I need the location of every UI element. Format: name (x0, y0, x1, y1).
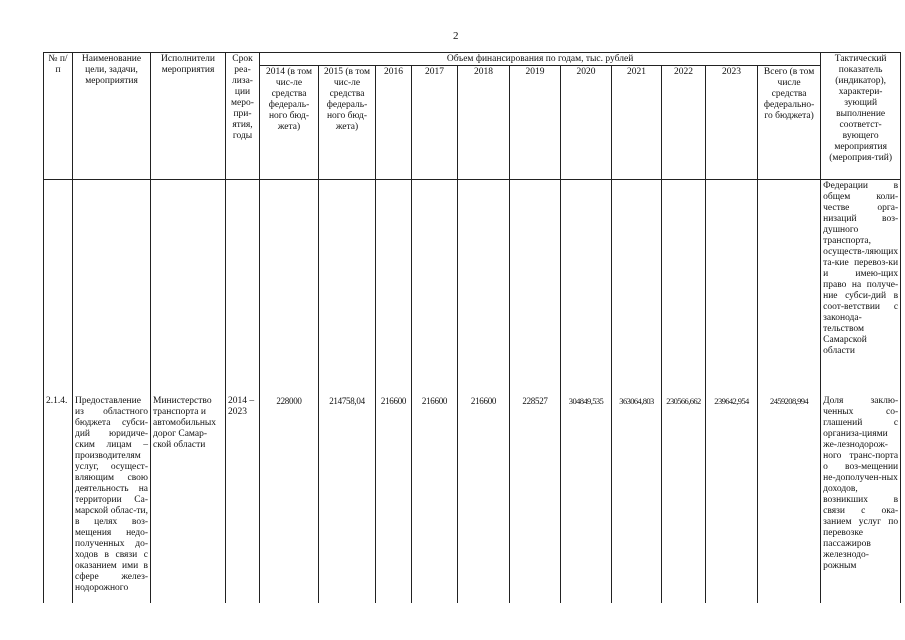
continuation-row (44, 180, 901, 395)
header-year-2023: 2023 (706, 66, 758, 180)
row-2017: 216600 (412, 395, 458, 603)
header-financing: Объем финансирования по годам, тыс. рублей (260, 53, 821, 66)
cont-num (44, 180, 73, 395)
row-2021: 363064,803 (612, 395, 662, 603)
row-2023: 239642,954 (706, 395, 758, 603)
row-indicator: Доля заклю-ченных со-глашений с организа-циями же-лезнодорож-ного транс-порта о воз-мещении не-дополучен-ных доходов, возникших в связи с ока-занием услуг по перевозке пассажиров железнодо-рожным (821, 395, 901, 603)
row-2020: 304849,535 (561, 395, 612, 603)
row-executor: Министерство транспорта и автомобильных дорог Самар-ской области (151, 395, 226, 603)
cont-term (226, 180, 260, 395)
header-term: Срок реа-лиза-ции меро-при-ятия, годы (226, 53, 260, 180)
row-name: Предоставление из областного бюджета субси-дий юридиче-ским лицам – производителям услуг, осущест-вляющим свою деятельность на территории Са-марской облас-ти, в целях воз-мещения недо-полученных до-ходов в связи с оказанием ими в сфере желез-нодорожного (73, 395, 151, 603)
financing-table (43, 52, 901, 603)
row-2022: 230566,662 (662, 395, 706, 603)
page-number: 2 (453, 30, 459, 42)
header-year-2015: 2015 (в том чис-ле средства федераль-ного бюд-жета) (319, 66, 376, 180)
row-2015: 214758,04 (319, 395, 376, 603)
header-executor: Исполнители мероприятия (151, 53, 226, 180)
row-2018: 216600 (458, 395, 510, 603)
row-2016: 216600 (376, 395, 412, 603)
header-year-2018: 2018 (458, 66, 510, 180)
cont-name (73, 180, 151, 395)
header-year-2019: 2019 (510, 66, 561, 180)
cont-indicator: Федерации в общем коли-честве орга-низаций воз-душного транспорта, осуществ-ляющих та-кие перевоз-ки и имею-щих право на получе-ние субси-дий в соот-ветствии с законода-тельством Самарской области (821, 180, 901, 395)
row-2014: 228000 (260, 395, 319, 603)
header-year-2014: 2014 (в том чис-ле средства федераль-ного бюд-жета) (260, 66, 319, 180)
table-row (44, 395, 901, 603)
header-indicator: Тактический показатель (индикатор), характери-зующий выполнение соответст-вующего мероприятия (мероприя-тий) (821, 53, 901, 180)
row-2019: 228527 (510, 395, 561, 603)
header-num: № п/п (44, 53, 73, 180)
row-total: 2459208,994 (758, 395, 821, 603)
header-year-2022: 2022 (662, 66, 706, 180)
row-term: 2014 – 2023 (226, 395, 260, 603)
header-total: Всего (в том числе средства федерально-го бюджета) (758, 66, 821, 180)
row-number: 2.1.4. (44, 395, 73, 603)
header-row (44, 53, 901, 66)
header-year-2021: 2021 (612, 66, 662, 180)
header-year-2020: 2020 (561, 66, 612, 180)
header-year-2017: 2017 (412, 66, 458, 180)
header-year-2016: 2016 (376, 66, 412, 180)
header-name: Наименование цели, задачи, мероприятия (73, 53, 151, 180)
cont-executor (151, 180, 226, 395)
